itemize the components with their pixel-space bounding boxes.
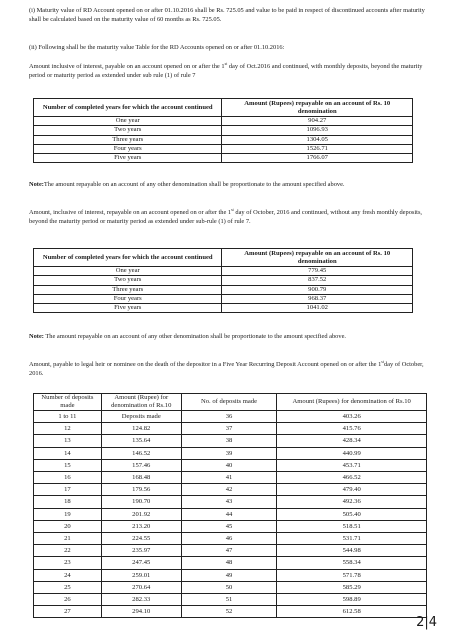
cell-amount: 1041.02 (222, 304, 413, 313)
cell-deposits: 37 (181, 423, 277, 435)
cell-deposits: 24 (34, 569, 102, 581)
table-row (34, 423, 427, 435)
cell-deposits: 45 (181, 520, 277, 532)
header-amount: Amount (Rupees) repayable on an account of Rs. 10 denomination (222, 249, 413, 267)
cell-deposits: 36 (181, 411, 277, 423)
cell-deposits: 25 (34, 581, 102, 593)
cell-years: Two years (34, 126, 222, 135)
header-amount: Amount (Rupee) for denomination of Rs.10 (101, 394, 181, 411)
table-row (34, 459, 427, 471)
cell-amount: 558.34 (277, 557, 427, 569)
cell-amount: 531.71 (277, 533, 427, 545)
table-row (34, 508, 427, 520)
paragraph-table-intro: (ii) Following shall be the maturity value Table for the RD Accounts opened on or after 01.10.2016: (29, 44, 285, 51)
table-row (34, 484, 427, 496)
cell-amount: 904.27 (222, 117, 413, 126)
cell-years: Five years (34, 154, 222, 163)
cell-deposits: 12 (34, 423, 102, 435)
cell-amount: 168.48 (101, 472, 181, 484)
cell-amount: 453.71 (277, 459, 427, 471)
table-row (34, 294, 413, 303)
table-row (34, 144, 413, 153)
cell-years: Three years (34, 285, 222, 294)
cell-deposits: 38 (181, 435, 277, 447)
header-years: Number of completed years for which the account continued (34, 99, 222, 117)
cell-amount: 598.89 (277, 594, 427, 606)
table-row (34, 520, 427, 532)
table-row (34, 411, 427, 423)
cell-amount: 259.01 (101, 569, 181, 581)
cell-amount: 201.92 (101, 508, 181, 520)
table-row (34, 135, 413, 144)
table-row (34, 285, 413, 294)
table-row (34, 496, 427, 508)
paragraph-amount-intro-1: Amount inclusive of interest, payable on an account opened on or after the 1st day of Oct.2016 and continued, with monthly deposits, beyond the maturity period or maturity period as extended under sub rule (1) of rule 7 (29, 60, 423, 80)
cell-deposits: 43 (181, 496, 277, 508)
cell-deposits: 46 (181, 533, 277, 545)
cell-deposits: 49 (181, 569, 277, 581)
cell-years: Three years (34, 135, 222, 144)
cell-amount: 179.56 (101, 484, 181, 496)
table-row (34, 569, 427, 581)
cell-amount: 270.64 (101, 581, 181, 593)
cell-deposits: 40 (181, 459, 277, 471)
cell-amount: 837.52 (222, 276, 413, 285)
paragraph-amount-intro-3: Amount, payable to legal heir or nominee on the death of the depositor in a Five Year Recurring Deposit Account opened on or after the 1stday of October, 2016. (29, 358, 424, 378)
cell-deposits: 17 (34, 484, 102, 496)
table-row (34, 581, 427, 593)
cell-amount: 518.51 (277, 520, 427, 532)
table-row (34, 594, 427, 606)
note-proportionate-1: Note:The amount repayable on an account of any other denomination shall be proportionate to the amount specified above. (29, 181, 345, 188)
header-years: Number of completed years for which the account continued (34, 249, 222, 267)
cell-amount: 900.79 (222, 285, 413, 294)
cell-amount: 415.76 (277, 423, 427, 435)
cell-deposits: 16 (34, 472, 102, 484)
cell-years: Four years (34, 144, 222, 153)
note-proportionate-2: Note: The amount repayable on an account of any other denomination shall be proportionate to the amount specified above. (29, 333, 347, 340)
cell-years: One year (34, 267, 222, 276)
cell-deposits: 27 (34, 606, 102, 618)
cell-deposits: 13 (34, 435, 102, 447)
cell-years: Four years (34, 294, 222, 303)
cell-deposits: 1 to 11 (34, 411, 102, 423)
cell-deposits: 18 (34, 496, 102, 508)
table-row (34, 447, 427, 459)
table-row (34, 557, 427, 569)
cell-amount: Deposits made (101, 411, 181, 423)
maturity-table-no-deposits (33, 248, 413, 313)
header-amount: Amount (Rupees) repayable on an account of Rs. 10 denomination (222, 99, 413, 117)
cell-deposits: 50 (181, 581, 277, 593)
cell-amount: 440.99 (277, 447, 427, 459)
cell-amount: 1304.05 (222, 135, 413, 144)
cell-deposits: 39 (181, 447, 277, 459)
death-claim-table (33, 393, 427, 618)
cell-amount: 247.45 (101, 557, 181, 569)
cell-amount: 779.45 (222, 267, 413, 276)
header-deposits-made: Number of deposits made (34, 394, 102, 411)
cell-years: One year (34, 117, 222, 126)
paragraph-amount-intro-2: Amount, inclusive of interest, repayable on an account opened on or after the 1st day of October, 2016 and continued, without any fresh monthly deposits, beyond the maturity period or maturity period as extended under sub-rule (1) of rule 7. (29, 206, 423, 226)
cell-amount: 428.34 (277, 435, 427, 447)
cell-amount: 294.10 (101, 606, 181, 618)
cell-deposits: 26 (34, 594, 102, 606)
table-row (34, 117, 413, 126)
cell-amount: 1096.93 (222, 126, 413, 135)
cell-amount: 135.64 (101, 435, 181, 447)
table-row (34, 267, 413, 276)
table-row (34, 472, 427, 484)
cell-amount: 157.46 (101, 459, 181, 471)
cell-amount: 466.52 (277, 472, 427, 484)
cell-amount: 571.78 (277, 569, 427, 581)
cell-amount: 1766.07 (222, 154, 413, 163)
table-row (34, 304, 413, 313)
page-number: 2|4 (416, 615, 437, 630)
cell-amount: 612.58 (277, 606, 427, 618)
cell-deposits: 14 (34, 447, 102, 459)
cell-deposits: 51 (181, 594, 277, 606)
cell-amount: 235.97 (101, 545, 181, 557)
table-row (34, 545, 427, 557)
cell-deposits: 41 (181, 472, 277, 484)
cell-years: Five years (34, 304, 222, 313)
cell-years: Two years (34, 276, 222, 285)
cell-deposits: 20 (34, 520, 102, 532)
cell-amount: 190.70 (101, 496, 181, 508)
cell-amount: 505.40 (277, 508, 427, 520)
header-amount: Amount (Rupees) for denomination of Rs.10 (277, 394, 427, 411)
table-row (34, 276, 413, 285)
cell-amount: 282.33 (101, 594, 181, 606)
table-row (34, 533, 427, 545)
paragraph-maturity-value: (i) Maturity value of RD Account opened on or after 01.10.2016 shall be Rs. 725.05 and value to be paid in respect of discontinued accounts after maturity shall be calculated based on the maturity value of 60 months as Rs. 725.05. (29, 7, 425, 24)
cell-amount: 1526.71 (222, 144, 413, 153)
cell-amount: 479.40 (277, 484, 427, 496)
cell-amount: 544.98 (277, 545, 427, 557)
cell-deposits: 21 (34, 533, 102, 545)
cell-deposits: 22 (34, 545, 102, 557)
cell-amount: 146.52 (101, 447, 181, 459)
cell-deposits: 52 (181, 606, 277, 618)
table-row (34, 154, 413, 163)
cell-amount: 492.36 (277, 496, 427, 508)
table-row (34, 435, 427, 447)
cell-deposits: 15 (34, 459, 102, 471)
cell-amount: 213.20 (101, 520, 181, 532)
cell-amount: 224.55 (101, 533, 181, 545)
cell-deposits: 19 (34, 508, 102, 520)
cell-amount: 585.29 (277, 581, 427, 593)
cell-amount: 124.82 (101, 423, 181, 435)
cell-deposits: 44 (181, 508, 277, 520)
cell-deposits: 23 (34, 557, 102, 569)
maturity-table-continued (33, 98, 413, 163)
cell-deposits: 42 (181, 484, 277, 496)
table-row (34, 126, 413, 135)
cell-deposits: 48 (181, 557, 277, 569)
table-row (34, 606, 427, 618)
cell-deposits: 47 (181, 545, 277, 557)
cell-amount: 968.37 (222, 294, 413, 303)
header-deposits-made: No. of deposits made (181, 394, 277, 411)
cell-amount: 403.26 (277, 411, 427, 423)
